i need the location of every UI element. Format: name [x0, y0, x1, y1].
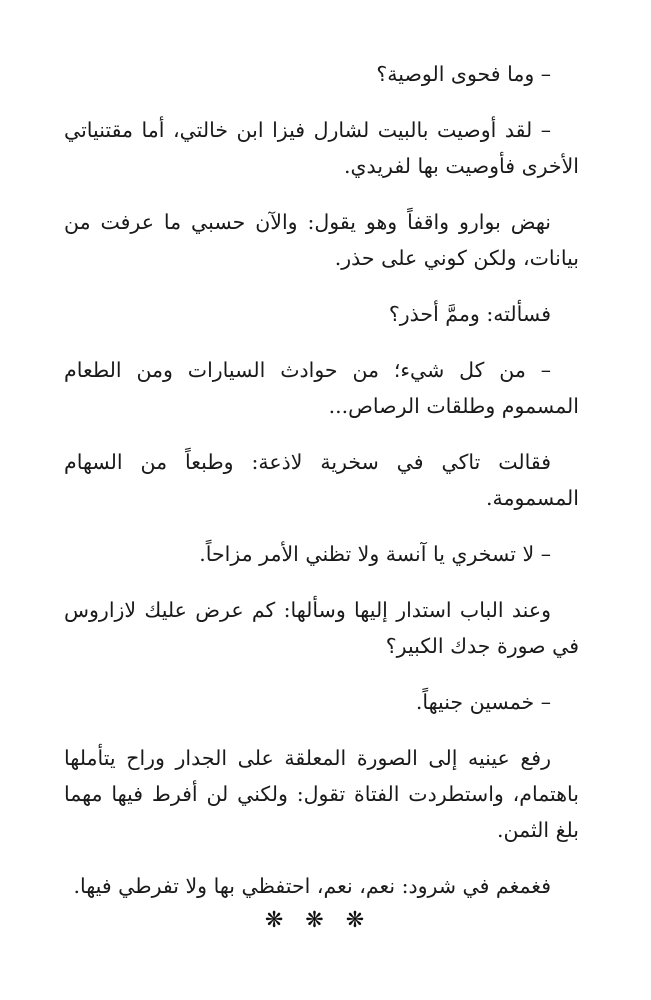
book-page-text	[64, 56, 579, 924]
paragraph-5: – من كل شيء؛ من حوادث السيارات ومن الطعام المسموم وطلقات الرصاص...	[64, 358, 579, 418]
paragraph-9: – خمسين جنيهاً.	[415, 690, 551, 714]
paragraph-7: – لا تسخري يا آنسة ولا تظني الأمر مزاحاً.	[199, 542, 551, 566]
paragraph-3: نهض بوارو واقفاً وهو يقول: والآن حسبي ما عرفت من بيانات، ولكن كوني على حذر.	[64, 210, 579, 270]
paragraph-10: رفع عينيه إلى الصورة المعلقة على الجدار وراح يتأملها باهتمام، واستطردت الفتاة تقول: ولكني لن أفرط فيها مهما بلغ الثمن.	[64, 746, 579, 842]
paragraph-1: – وما فحوى الوصية؟	[376, 62, 551, 86]
paragraph-11: فغمغم في شرود: نعم، نعم، احتفظي بها ولا تفرطي فيها.	[73, 874, 551, 898]
paragraph-6: فقالت تاكي في سخرية لاذعة: وطبعاً من السهام المسمومة.	[64, 450, 579, 510]
paragraph-8: وعند الباب استدار إليها وسألها: كم عرض عليك لازاروس في صورة جدك الكبير؟	[64, 598, 579, 658]
paragraph-2: – لقد أوصيت بالبيت لشارل فيزا ابن خالتي، أما مقتنياتي الأخرى فأوصيت بها لفريدي.	[64, 118, 579, 178]
paragraph-4: فسألته: وممَّ أحذر؟	[388, 302, 551, 326]
section-separator: ❋❋❋	[264, 908, 387, 933]
